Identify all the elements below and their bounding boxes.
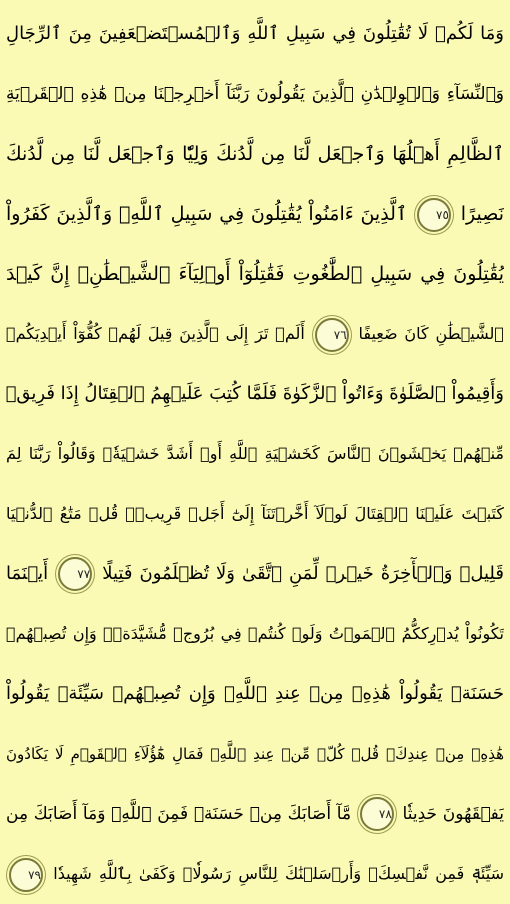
verse-text: وَٱلنِّسَآءِ وَٱلۡوِلۡدَٰنِ ٱلَّذِينَ يَقُولُونَ رَبَّنَآ أَخۡرِجۡنَا مِنۡ هَٰذِهِ ٱلۡقَرۡيَةِ [6,84,504,104]
verse-text: تَكُونُواْ يُدۡرِككُّمُ ٱلۡمَوۡتُ وَلَوۡ كُنتُمۡ فِي بُرُوجٖ مُّشَيَّدَةٖۗ وَإِن تُصِبۡهُمۡ [6,624,504,643]
text-line [6,184,504,244]
verse-text: ٱلظَّالِمِ أَهۡلُهَا وَٱجۡعَل لَّنَا مِن لَّدُنكَ وَلِيّٗا وَٱجۡعَل لَّنَا مِن لَّدُنكَ [6,143,504,165]
text-line [6,4,504,64]
verse-text: حَسَنَةٞ يَقُولُواْ هَٰذِهِۦ مِنۡ عِندِ ٱللَّهِۖ وَإِن تُصِبۡهُمۡ سَيِّئَةٞ يَقُولُواْ [6,683,504,704]
verse-text: وَمَا لَكُمۡ لَا تُقَٰتِلُونَ فِي سَبِيلِ ٱللَّهِ وَٱلۡمُسۡتَضۡعَفِينَ مِنَ ٱلرِّجَالِ [6,23,504,44]
text-line [6,784,504,844]
text-line [6,244,504,304]
text-line [6,604,504,664]
verse-text: سَيِّئَةٖ فَمِن نَّفۡسِكَۚ وَأَرۡسَلۡنَٰكَ لِلنَّاسِ رَسُولٗاۚ وَكَفَىٰ بِٱللَّهِ شَهِيدٗا [53,864,504,883]
verse-end-marker: ٧٩ [9,858,43,892]
text-line [6,364,504,424]
text-line [6,544,504,604]
verse-text: ٱلشَّيۡطَٰنِ كَانَ ضَعِيفًا [358,324,504,343]
text-line [6,424,504,484]
verse-text: هَٰذِهِۦ مِنۡ عِندِكَۚ قُلۡ كُلّٞ مِّنۡ عِندِ ٱللَّهِۖ فَمَالِ هَٰٓؤُلَآءِ ٱلۡقَوۡمِ لَا يَكَادُونَ [6,745,504,763]
verse-text: وَأَقِيمُواْ ٱلصَّلَوٰةَ وَءَاتُواْ ٱلزَّكَوٰةَ فَلَمَّا كُتِبَ عَلَيۡهِمُ ٱلۡقِتَالُ إِذَا فَرِيقٞ [6,383,504,404]
text-line [6,64,504,124]
text-line [6,664,504,724]
text-line [6,484,504,544]
text-line [6,724,504,784]
verse-end-marker: ٧٦ [315,318,349,352]
text-line [6,124,504,184]
text-line [6,844,504,904]
verse-end-marker: ٧٥ [417,198,451,232]
verse-text: مَّآ أَصَابَكَ مِنۡ حَسَنَةٖ فَمِنَ ٱللَّهِۖ وَمَآ أَصَابَكَ مِن [6,804,352,824]
text-line [6,304,504,364]
verse-end-marker: ٧٨ [360,797,394,831]
verse-text: ٱلَّذِينَ ءَامَنُواْ يُقَٰتِلُونَ فِي سَبِيلِ ٱللَّهِۖ وَٱلَّذِينَ كَفَرُواْ [6,203,408,225]
verse-end-marker: ٧٧ [58,557,92,591]
verse-text: يَفۡقَهُونَ حَدِيثٗا [402,804,504,824]
verse-text: أَيۡنَمَا [6,563,49,584]
verse-text: أَلَمۡ تَرَ إِلَى ٱلَّذِينَ قِيلَ لَهُمۡ كُفُّوٓاْ أَيۡدِيَكُمۡ [6,324,305,343]
verse-text: نَصِيرًا [460,203,504,225]
verse-text: قَلِيلٞ وَٱلۡأٓخِرَةُ خَيۡرٞ لِّمَنِ ٱتَّقَىٰ وَلَا تُظۡلَمُونَ فَتِيلًا [102,563,504,584]
verse-text: يُقَٰتِلُونَ فِي سَبِيلِ ٱلطَّٰغُوتِ فَقَٰتِلُوٓاْ أَوۡلِيَآءَ ٱلشَّيۡطَٰنِۖ إِنَّ كَيۡدَ [6,263,504,285]
verse-text: مِّنۡهُمۡ يَخۡشَوۡنَ ٱلنَّاسَ كَخَشۡيَةِ ٱللَّهِ أَوۡ أَشَدَّ خَشۡيَةٗۚ وَقَالُواْ رَبَّنَا لِمَ [6,444,504,463]
verse-text: كَتَبۡتَ عَلَيۡنَا ٱلۡقِتَالَ لَوۡلَآ أَخَّرۡتَنَآ إِلَىٰٓ أَجَلٖ قَرِيبٖۗ قُلۡ مَتَٰعُ ٱلدُّنۡيَا [6,504,504,523]
